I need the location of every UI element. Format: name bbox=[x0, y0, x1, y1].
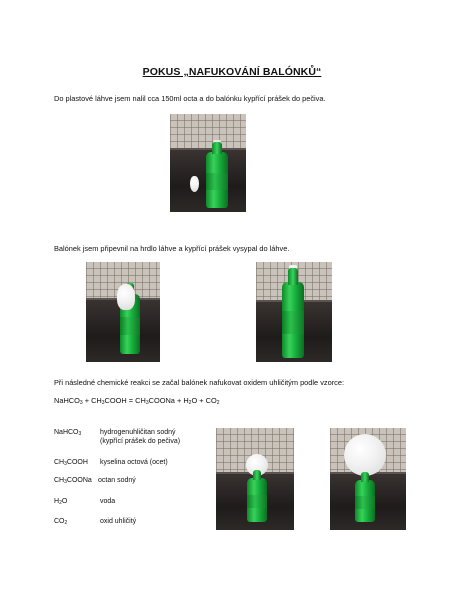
legend-description: kyselina octová (ocet) bbox=[100, 459, 168, 466]
deflated-balloon-image bbox=[190, 176, 199, 192]
photo-bottle-and-balloon bbox=[170, 114, 246, 212]
photo-balloon-inflated bbox=[330, 428, 406, 530]
document-title: POKUS „NAFUKOVÁNÍ BALÓNKŮ“ bbox=[142, 66, 322, 78]
legend-description: hydrogenuhličitan sodný bbox=[100, 429, 176, 436]
large-inflated-balloon-image bbox=[344, 434, 386, 476]
legend-symbol: $CH_3COOH$ bbox=[54, 459, 88, 467]
bottle-image bbox=[206, 152, 228, 208]
legend-symbol: $CH_3COONa$ bbox=[54, 477, 92, 485]
paragraph-attach: Balónek jsem připevnil na hrdlo láhve a kypřící prášek vysypal do láhve. bbox=[54, 244, 290, 253]
paragraph-reaction: Při následné chemické reakci se začal balónek nafukovat oxidem uhličitým podle vzorce: bbox=[54, 378, 345, 387]
legend-description: octan sodný bbox=[98, 477, 136, 484]
photo-balloon-inflating bbox=[216, 428, 294, 530]
photo-balloon-attached bbox=[86, 262, 160, 362]
bottle-image bbox=[355, 480, 375, 522]
chemical-equation: NaHCO$_3$ + $CH_3COOH$ = $CH_3COONa + H_2O + CO_2$ bbox=[54, 396, 220, 406]
legend-description: oxid uhličitý bbox=[100, 518, 137, 525]
balloon-on-neck-image bbox=[117, 284, 135, 310]
bottle-image bbox=[247, 478, 267, 522]
legend-description-2: (kypřící prášek do pečiva) bbox=[100, 438, 181, 445]
legend-symbol: $CO_2$ bbox=[54, 518, 68, 526]
legend-symbol: $H_2O$ bbox=[54, 498, 68, 506]
legend-description: voda bbox=[100, 498, 116, 505]
paragraph-intro: Do plastové láhve jsem nalil cca 150ml octa a do balónku kypřící prášek do pečiva. bbox=[54, 94, 326, 103]
photo-bottle-after-pour bbox=[256, 262, 332, 362]
bottle-image bbox=[282, 282, 304, 358]
legend-symbol: NaHCO$_3$ bbox=[54, 429, 82, 437]
